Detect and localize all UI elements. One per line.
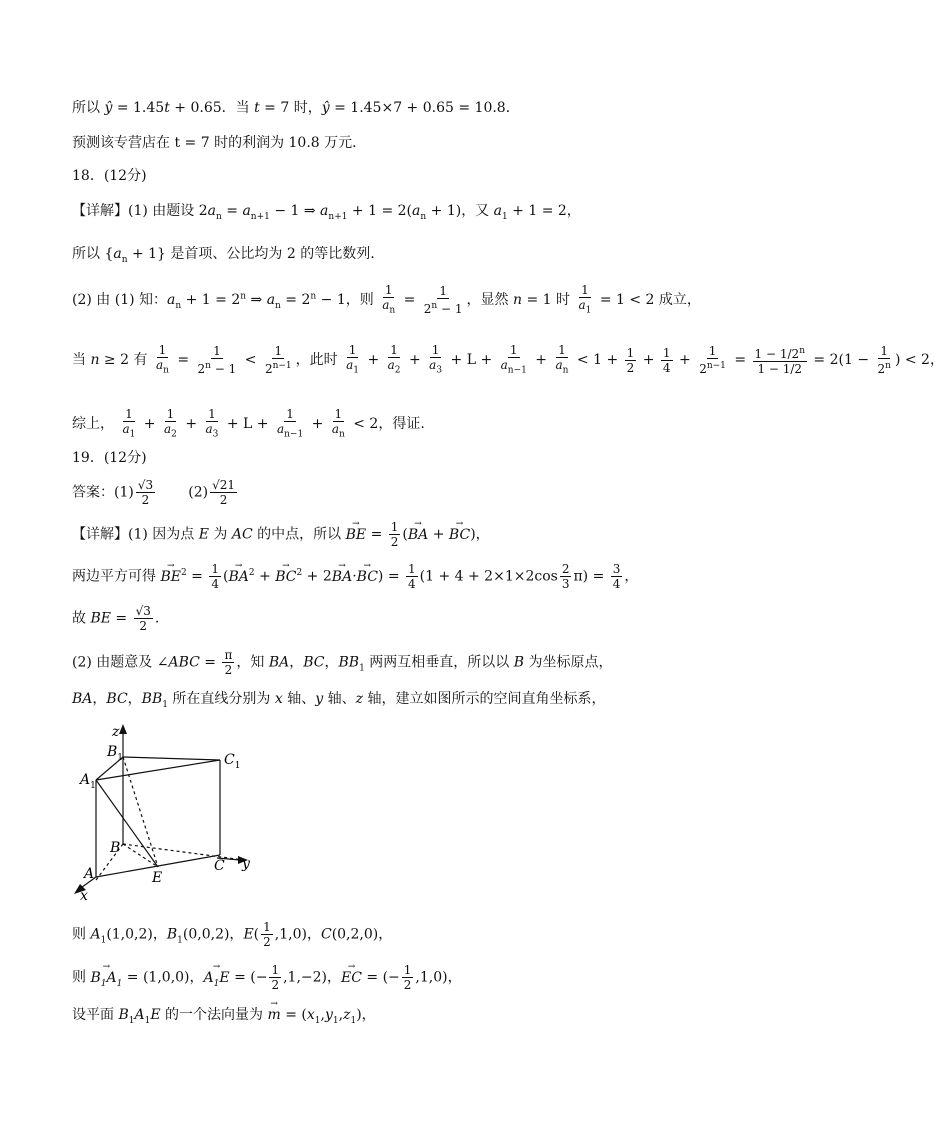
question-19-heading: 19．(12分): [72, 450, 147, 466]
q18-detail-1: 【详解】(1) 由题设 $2a_n = a_{n+1} - 1$ ⇒ $a_{n+1} + 1 = 2(a_n + 1)$，又 $a_1 + 1 = 2$，: [72, 203, 581, 222]
y-axis-dashed: [123, 844, 244, 860]
label-E: E: [152, 870, 163, 886]
segment-B1E: [123, 757, 158, 867]
q19-detail-3: 故 BE = $\frac{√3}{2}$ .: [72, 604, 160, 633]
edge-A1C1: [96, 760, 220, 780]
prism-figure: [62, 722, 272, 902]
label-z: z: [112, 724, 120, 740]
q19-detail-4: (2) 由题意及 ∠ABC = $\frac{\pi}{2}$ ，知 BA，BC，$BB_1$ 两两互相垂直，所以以 B 为坐标原点，: [72, 648, 613, 677]
coords-line-1: 则 $A_1(1,0,2)$，$B_1(0,0,2)$，E( $\frac{1}{2}$ ,1,0)，C(0,2,0)，: [72, 920, 393, 949]
coords-line-3: 设平面 $B_1A_1E$ 的一个法向量为 → $m = (x_1,y_1,z_1)$，: [72, 1005, 376, 1031]
label-C: C: [214, 858, 225, 874]
question-18-heading: 18．(12分): [72, 168, 147, 184]
label-y: y: [242, 856, 250, 872]
q18-detail-5: 综上， $\frac{1}{a_1}$ + $\frac{1}{a_2}$ + $\frac{1}{a_3}$ + L + $\frac{1}{a_{n-1}}$ + $\frac{1}{a_n}$ < 2，得证.: [72, 407, 425, 440]
segment-BE: [123, 844, 158, 867]
coords-line-2: 则 → $B_1A_1 = (1,0,0)$，→ $A_1E$ = (− $\frac{1}{2}$ ,1,−2)，→ EC = (− $\frac{1}{2}$ ,1,0)，: [72, 963, 462, 993]
text-line-1: 所以 ŷ = 1.45t + 0.65．当 t = 7 时，ŷ = 1.45×7 + 0.65 = 10.8．: [72, 100, 520, 116]
label-C1: $C_1$: [224, 752, 241, 771]
segment-A1E: [96, 780, 158, 867]
label-B: B: [110, 840, 121, 856]
q19-detail-5: BA，BC，$BB_1$ 所在直线分别为 x 轴、y 轴、z 轴，建立如图所示的空间直角坐标系，: [72, 691, 606, 710]
q19-detail-1: 【详解】(1) 因为点 E 为 AC 的中点，所以 → BE = $\frac{1}{2}$ (→ BA + → BC)，: [72, 520, 490, 549]
q19-detail-2: 两边平方可得 → $BE^2$ = $\frac{1}{4}$ (→ $BA^2$ + → $BC^2 + 2\to BA\cdot\to BC$) = $\frac{1}{4}$ (1 + 4 + 2×1×2cos $\frac{2}{3}$ π) = $\frac{3}{4}$ ，: [72, 562, 638, 591]
label-A: A: [84, 866, 95, 882]
text-line-2: 预测该专营店在 t = 7 时的利润为 10.8 万元．: [72, 135, 367, 151]
label-x: x: [80, 888, 88, 904]
q18-detail-3: (2) 由 (1) 知：$a_n + 1 = 2^n$ ⇒ $a_n = 2^n - 1$，则 $\frac{1}{a_n}$ = $\frac{1}{2^n - 1}$ ，显然 n = 1 时 $\frac{1}{a_1}$ = 1 < 2 成立，: [72, 283, 701, 317]
edge-B1C1: [123, 757, 220, 760]
label-B1: $B_1$: [107, 744, 124, 763]
label-A1: $A_1$: [80, 772, 96, 791]
q19-answer: 答案：(1) $\frac{√3}{2}$ (2) $\frac{√21}{2}$: [72, 478, 236, 507]
q18-detail-4: 当 n ≥ 2 有 $\frac{1}{a_n}$ = $\frac{1}{2^n - 1}$ < $\frac{1}{2^{n-1}}$ ，此时 $\frac{1}{a_1}$ + $\frac{1}{a_2}$ + $\frac{1}{a_3}$ + L + $\frac{1}{a_{n-1}}$ + $\frac{1}{a_n}$ < 1 + $\frac{1}{2}$ + $\frac{1}{4}$ + $\frac{1}{2^{n-1}}$ = $\frac{1 - 1/2^n}{1 - 1/2}$ = 2(1 − $\frac{1}{2^n}$ ) < 2，: [72, 343, 944, 377]
q18-detail-2: 所以 $\{a_n + 1\}$ 是首项、公比均为 2 的等比数列.: [72, 246, 375, 265]
